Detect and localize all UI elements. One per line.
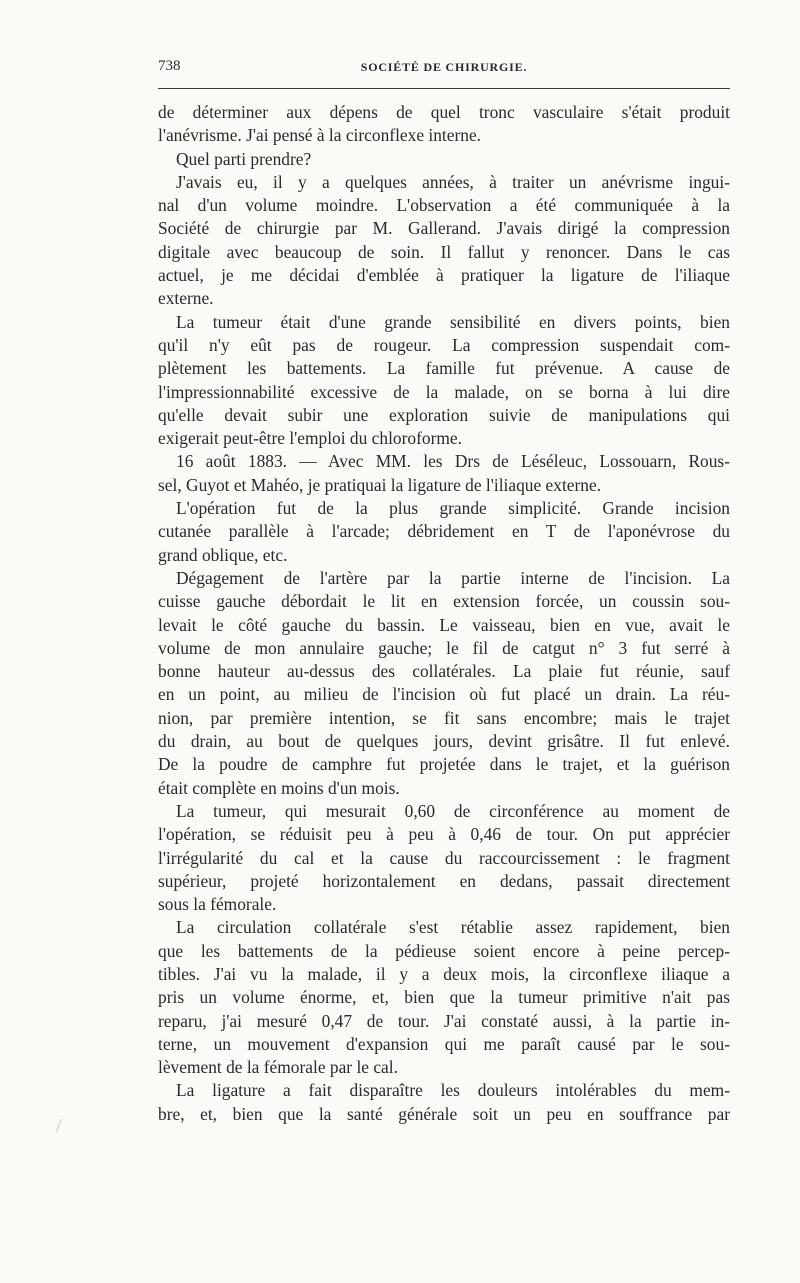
text-line: l'opération, se réduisit peu à peu à 0,46 de tour. On put apprécier bbox=[158, 824, 730, 845]
book-page bbox=[158, 58, 730, 1126]
text-line: La ligature a fait disparaître les douleurs intolérables du mem- bbox=[176, 1080, 730, 1101]
margin-mark bbox=[56, 1119, 69, 1135]
text-line: volume de mon annulaire gauche; le fil de catgut n° 3 fut serré à bbox=[158, 637, 730, 658]
text-line: reparu, j'ai mesuré 0,47 de tour. J'ai constaté aussi, à la partie in- bbox=[158, 1010, 730, 1031]
page-header bbox=[158, 58, 730, 82]
text-line: 16 août 1883. — Avec MM. les Drs de Léséleuc, Lossouarn, Rous- bbox=[176, 451, 730, 472]
text-line: pris un volume énorme, et, bien que la tumeur primitive n'ait pas bbox=[158, 987, 730, 1008]
text-line: que les battements de la pédieuse soient encore à peine percep- bbox=[158, 940, 730, 961]
text-line: plètement les battements. La famille fut prévenue. A cause de bbox=[158, 358, 730, 379]
text-line: cutanée parallèle à l'arcade; débridement en T de l'aponévrose du bbox=[158, 521, 730, 542]
text-line: lèvement de la fémorale par le cal. bbox=[158, 1057, 398, 1078]
text-line: nion, par première intention, se fit sans encombre; mais le trajet bbox=[158, 707, 730, 728]
text-line: grand oblique, etc. bbox=[158, 544, 288, 565]
text-line: J'avais eu, il y a quelques années, à traiter un anévrisme ingui- bbox=[176, 171, 730, 192]
text-line: Quel parti prendre? bbox=[176, 148, 312, 169]
text-line: exigerait peut-être l'emploi du chloroforme. bbox=[158, 428, 462, 449]
text-line: en un point, au milieu de l'incision où fut placé un drain. La réu- bbox=[158, 684, 730, 705]
text-line: supérieur, projeté horizontalement en dedans, passait directement bbox=[158, 870, 730, 891]
text-line: cuisse gauche débordait le lit en extension forcée, un coussin sou- bbox=[158, 591, 730, 612]
text-line: La tumeur, qui mesurait 0,60 de circonférence au moment de bbox=[176, 800, 730, 821]
text-line: qu'il n'y eût pas de rougeur. La compression suspendait com- bbox=[158, 334, 730, 355]
text-line: Dégagement de l'artère par la partie interne de l'incision. La bbox=[176, 567, 730, 588]
text-line: sous la fémorale. bbox=[158, 894, 277, 915]
page-number: 738 bbox=[158, 58, 181, 74]
text-line: levait le côté gauche du bassin. Le vaisseau, bien en vue, avait le bbox=[158, 614, 730, 635]
running-title: SOCIÉTÉ DE CHIRURGIE. bbox=[360, 60, 528, 74]
text-line: La circulation collatérale s'est rétablie assez rapidement, bien bbox=[176, 917, 730, 938]
text-line: sel, Guyot et Mahéo, je pratiquai la ligature de l'iliaque externe. bbox=[158, 474, 602, 495]
text-line: qu'elle devait subir une exploration suivie de manipulations qui bbox=[158, 404, 730, 425]
text-line: l'irrégularité du cal et la cause du raccourcissement : le fragment bbox=[158, 847, 730, 868]
body-text bbox=[158, 101, 730, 1126]
text-line: L'opération fut de la plus grande simplicité. Grande incision bbox=[176, 498, 730, 519]
text-line: l'anévrisme. J'ai pensé à la circonflexe interne. bbox=[158, 125, 482, 146]
text-line: du drain, au bout de quelques jours, devint grisâtre. Il fut enlevé. bbox=[158, 731, 730, 752]
text-line: bonne hauteur au-dessus des collatérales. La plaie fut réunie, sauf bbox=[158, 661, 730, 682]
text-line: De la poudre de camphre fut projetée dans le trajet, et la guérison bbox=[158, 754, 730, 775]
text-line: externe. bbox=[158, 288, 214, 309]
text-line: Société de chirurgie par M. Gallerand. J'avais dirigé la compression bbox=[158, 218, 730, 239]
text-line: de déterminer aux dépens de quel tronc vasculaire s'était produit bbox=[158, 102, 730, 122]
text-line: l'impressionnabilité excessive de la malade, on se borna à lui dire bbox=[158, 381, 730, 402]
text-line: actuel, je me décidai d'emblée à pratiquer la ligature de l'iliaque bbox=[158, 265, 730, 286]
header-rule bbox=[158, 88, 730, 89]
text-line: digitale avec beaucoup de soin. Il fallut y renoncer. Dans le cas bbox=[158, 241, 730, 262]
text-line: tibles. J'ai vu la malade, il y a deux mois, la circonflexe iliaque a bbox=[158, 963, 730, 984]
text-line: nal d'un volume moindre. L'observation a été communiquée à la bbox=[158, 195, 730, 216]
text-line: terne, un mouvement d'expansion qui me paraît causé par le sou- bbox=[158, 1033, 730, 1054]
text-line: bre, et, bien que la santé générale soit un peu en souffrance par bbox=[158, 1103, 730, 1124]
text-line: était complète en moins d'un mois. bbox=[158, 777, 400, 798]
text-line: La tumeur était d'une grande sensibilité en divers points, bien bbox=[176, 311, 730, 332]
